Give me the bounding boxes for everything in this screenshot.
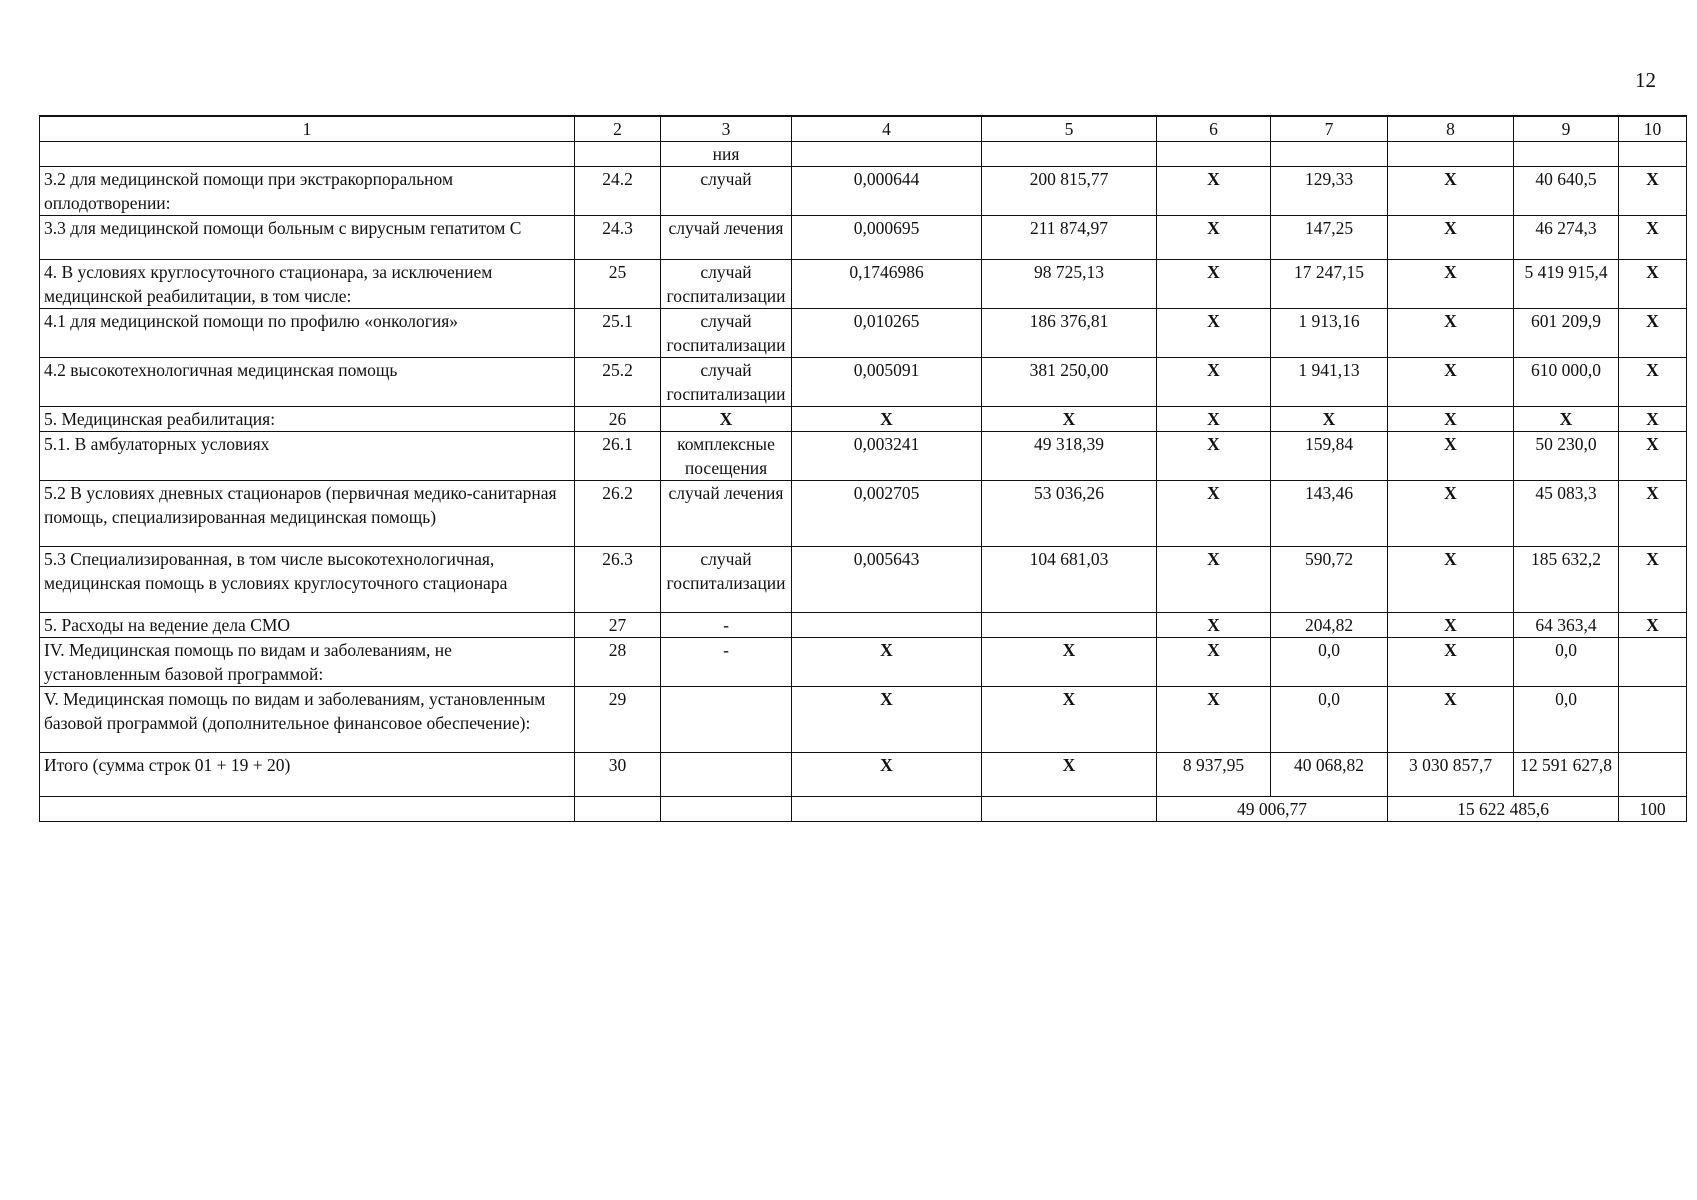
cost-norm-cell: 49 318,39 [982, 432, 1157, 481]
cost-oms-cell: 50 230,0 [1514, 432, 1619, 481]
cost-budget-cell: X [1388, 613, 1514, 638]
cost-oms-cell: 0,0 [1514, 687, 1619, 753]
share-percent-cell [1619, 638, 1687, 687]
unit-cell: случай лечения [661, 481, 792, 547]
row-label-cell: 5. Расходы на ведение дела СМО [40, 613, 575, 638]
per-capita-budget-cell: X [1157, 260, 1271, 309]
row-label-cell: Итого (сумма строк 01 + 19 + 20) [40, 753, 575, 797]
cost-norm-cell: 53 036,26 [982, 481, 1157, 547]
column-number: 2 [575, 116, 661, 142]
per-capita-budget-cell: X [1157, 216, 1271, 260]
cost-norm-cell: 381 250,00 [982, 358, 1157, 407]
table-row [40, 547, 1687, 613]
row-code-cell: 24.2 [575, 167, 661, 216]
per-capita-oms-cell: 204,82 [1271, 613, 1388, 638]
table-row [40, 142, 1687, 167]
total-cost-sum: 15 622 485,6 [1388, 797, 1619, 822]
share-percent-cell: X [1619, 432, 1687, 481]
column-number: 8 [1388, 116, 1514, 142]
table-row [40, 216, 1687, 260]
row-code-cell: 29 [575, 687, 661, 753]
table-row [40, 687, 1687, 753]
cost-budget-cell: X [1388, 432, 1514, 481]
cost-budget-cell: X [1388, 216, 1514, 260]
row-code-cell: 26.3 [575, 547, 661, 613]
share-percent-cell: X [1619, 260, 1687, 309]
unit-cell: случай госпитализации [661, 547, 792, 613]
cost-oms-cell: 64 363,4 [1514, 613, 1619, 638]
per-capita-budget-cell: X [1157, 358, 1271, 407]
per-capita-oms-cell: 129,33 [1271, 167, 1388, 216]
share-percent-cell: X [1619, 407, 1687, 432]
row-code-cell: 26.2 [575, 481, 661, 547]
unit-cell: ния [661, 142, 792, 167]
per-capita-oms-cell: 40 068,82 [1271, 753, 1388, 797]
per-capita-oms-cell: 1 941,13 [1271, 358, 1388, 407]
per-capita-oms-cell: 17 247,15 [1271, 260, 1388, 309]
table-row [40, 167, 1687, 216]
per-capita-budget-cell: X [1157, 547, 1271, 613]
column-number: 5 [982, 116, 1157, 142]
share-percent-cell: X [1619, 216, 1687, 260]
cost-norm-cell: 200 815,77 [982, 167, 1157, 216]
table-row [40, 407, 1687, 432]
volume-norm-cell: 0,002705 [792, 481, 982, 547]
cost-oms-cell: 185 632,2 [1514, 547, 1619, 613]
per-capita-budget-cell: X [1157, 432, 1271, 481]
table-row [40, 432, 1687, 481]
row-label-cell: 4.1 для медицинской помощи по профилю «онкология» [40, 309, 575, 358]
row-code-cell: 24.3 [575, 216, 661, 260]
table-row [40, 260, 1687, 309]
cost-budget-cell: X [1388, 358, 1514, 407]
data-table [39, 115, 1687, 822]
cost-norm-cell: X [982, 638, 1157, 687]
row-label-cell: 5.1. В амбулаторных условиях [40, 432, 575, 481]
cost-budget-cell: X [1388, 638, 1514, 687]
row-code-cell: 27 [575, 613, 661, 638]
cost-oms-cell: 0,0 [1514, 638, 1619, 687]
empty-cell [40, 797, 575, 822]
per-capita-budget-cell: X [1157, 687, 1271, 753]
table-row [40, 309, 1687, 358]
column-number: 7 [1271, 116, 1388, 142]
column-number: 10 [1619, 116, 1687, 142]
table-row [40, 613, 1687, 638]
share-percent-cell: X [1619, 358, 1687, 407]
unit-cell: случай госпитализации [661, 358, 792, 407]
total-row [40, 797, 1687, 822]
share-percent-cell: X [1619, 167, 1687, 216]
per-capita-budget-cell: X [1157, 167, 1271, 216]
per-capita-budget-cell: X [1157, 613, 1271, 638]
volume-norm-cell: X [792, 753, 982, 797]
unit-cell: случай госпитализации [661, 260, 792, 309]
unit-cell: случай лечения [661, 216, 792, 260]
cost-oms-cell: 45 083,3 [1514, 481, 1619, 547]
share-percent-cell [1619, 687, 1687, 753]
volume-norm-cell: 0,003241 [792, 432, 982, 481]
table-row [40, 481, 1687, 547]
unit-cell [661, 753, 792, 797]
cost-budget-cell: X [1388, 407, 1514, 432]
per-capita-oms-cell: X [1271, 407, 1388, 432]
per-capita-budget-cell [1157, 142, 1271, 167]
unit-cell [661, 687, 792, 753]
row-code-cell: 25 [575, 260, 661, 309]
cost-oms-cell: 46 274,3 [1514, 216, 1619, 260]
cost-oms-cell: 40 640,5 [1514, 167, 1619, 216]
cost-budget-cell: 3 030 857,7 [1388, 753, 1514, 797]
row-label-cell: V. Медицинская помощь по видам и заболеваниям, установленным базовой программой (дополнительное финансовое обеспечение): [40, 687, 575, 753]
volume-norm-cell [792, 613, 982, 638]
cost-norm-cell: X [982, 753, 1157, 797]
per-capita-oms-cell: 147,25 [1271, 216, 1388, 260]
unit-cell: комплексные посещения [661, 432, 792, 481]
per-capita-budget-cell: X [1157, 481, 1271, 547]
empty-cell [792, 797, 982, 822]
volume-norm-cell: 0,005091 [792, 358, 982, 407]
cost-budget-cell: X [1388, 481, 1514, 547]
cost-oms-cell: 5 419 915,4 [1514, 260, 1619, 309]
row-label-cell: 4. В условиях круглосуточного стационара, за исключением медицинской реабилитации, в том числе: [40, 260, 575, 309]
per-capita-budget-cell: 8 937,95 [1157, 753, 1271, 797]
cost-budget-cell: X [1388, 687, 1514, 753]
total-percent: 100 [1619, 797, 1687, 822]
row-label-cell: IV. Медицинская помощь по видам и заболеваниям, не установленным базовой программой: [40, 638, 575, 687]
empty-cell [575, 797, 661, 822]
share-percent-cell: X [1619, 547, 1687, 613]
volume-norm-cell: X [792, 638, 982, 687]
share-percent-cell: X [1619, 481, 1687, 547]
volume-norm-cell: X [792, 407, 982, 432]
per-capita-budget-cell: X [1157, 407, 1271, 432]
table-row [40, 753, 1687, 797]
table-row [40, 638, 1687, 687]
column-number: 6 [1157, 116, 1271, 142]
share-percent-cell: X [1619, 309, 1687, 358]
volume-norm-cell: X [792, 687, 982, 753]
unit-cell: X [661, 407, 792, 432]
cost-budget-cell [1388, 142, 1514, 167]
column-number: 4 [792, 116, 982, 142]
share-percent-cell [1619, 142, 1687, 167]
row-label-cell: 3.2 для медицинской помощи при экстракорпоральном оплодотворении: [40, 167, 575, 216]
row-label-cell: 3.3 для медицинской помощи больным с вирусным гепатитом С [40, 216, 575, 260]
row-label-cell: 5.2 В условиях дневных стационаров (первичная медико-санитарная помощь, специализированная медицинская помощь) [40, 481, 575, 547]
row-code-cell: 28 [575, 638, 661, 687]
row-code-cell: 30 [575, 753, 661, 797]
cost-budget-cell: X [1388, 547, 1514, 613]
cost-norm-cell [982, 142, 1157, 167]
column-number: 1 [40, 116, 575, 142]
row-code-cell: 25.1 [575, 309, 661, 358]
column-number-row [40, 116, 1687, 142]
cost-oms-cell [1514, 142, 1619, 167]
per-capita-oms-cell: 590,72 [1271, 547, 1388, 613]
volume-norm-cell: 0,1746986 [792, 260, 982, 309]
column-number: 3 [661, 116, 792, 142]
volume-norm-cell: 0,005643 [792, 547, 982, 613]
unit-cell: случай [661, 167, 792, 216]
total-per-capita-sum: 49 006,77 [1157, 797, 1388, 822]
cost-norm-cell: 104 681,03 [982, 547, 1157, 613]
table-row [40, 358, 1687, 407]
row-label-cell: 5.3 Специализированная, в том числе высокотехнологичная, медицинская помощь в условиях круглосуточного стационара [40, 547, 575, 613]
per-capita-oms-cell: 143,46 [1271, 481, 1388, 547]
per-capita-oms-cell: 1 913,16 [1271, 309, 1388, 358]
cost-norm-cell: 211 874,97 [982, 216, 1157, 260]
share-percent-cell: X [1619, 613, 1687, 638]
row-label-cell [40, 142, 575, 167]
cost-budget-cell: X [1388, 260, 1514, 309]
page-number: 12 [1635, 68, 1656, 92]
cost-norm-cell [982, 613, 1157, 638]
per-capita-oms-cell: 0,0 [1271, 687, 1388, 753]
row-label-cell: 4.2 высокотехнологичная медицинская помощь [40, 358, 575, 407]
row-code-cell: 25.2 [575, 358, 661, 407]
row-code-cell: 26 [575, 407, 661, 432]
empty-cell [661, 797, 792, 822]
cost-norm-cell: 98 725,13 [982, 260, 1157, 309]
per-capita-budget-cell: X [1157, 638, 1271, 687]
cost-oms-cell: X [1514, 407, 1619, 432]
cost-norm-cell: X [982, 687, 1157, 753]
cost-norm-cell: X [982, 407, 1157, 432]
cost-budget-cell: X [1388, 167, 1514, 216]
row-code-cell [575, 142, 661, 167]
volume-norm-cell: 0,010265 [792, 309, 982, 358]
volume-norm-cell: 0,000644 [792, 167, 982, 216]
row-code-cell: 26.1 [575, 432, 661, 481]
volume-norm-cell: 0,000695 [792, 216, 982, 260]
per-capita-oms-cell: 159,84 [1271, 432, 1388, 481]
cost-oms-cell: 610 000,0 [1514, 358, 1619, 407]
row-label-cell: 5. Медицинская реабилитация: [40, 407, 575, 432]
share-percent-cell [1619, 753, 1687, 797]
column-number: 9 [1514, 116, 1619, 142]
unit-cell: - [661, 638, 792, 687]
volume-norm-cell [792, 142, 982, 167]
cost-norm-cell: 186 376,81 [982, 309, 1157, 358]
cost-oms-cell: 12 591 627,8 [1514, 753, 1619, 797]
empty-cell [982, 797, 1157, 822]
unit-cell: случай госпитализации [661, 309, 792, 358]
per-capita-budget-cell: X [1157, 309, 1271, 358]
per-capita-oms-cell: 0,0 [1271, 638, 1388, 687]
unit-cell: - [661, 613, 792, 638]
cost-oms-cell: 601 209,9 [1514, 309, 1619, 358]
cost-budget-cell: X [1388, 309, 1514, 358]
per-capita-oms-cell [1271, 142, 1388, 167]
